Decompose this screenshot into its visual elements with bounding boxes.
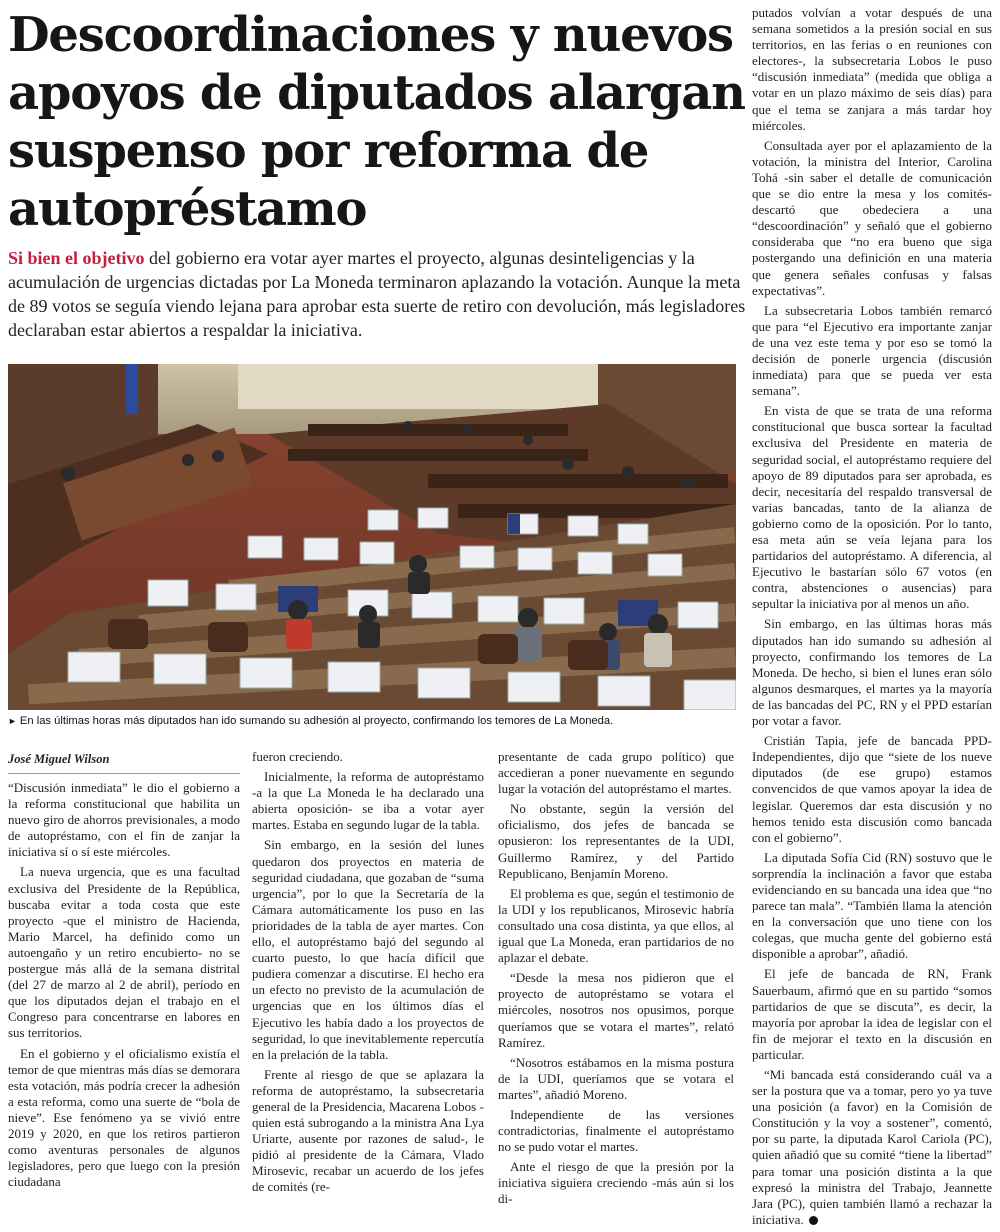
paragraph: presentante de cada grupo político) que accedieran a poner nuevamente en segundo lugar la votación del autopréstamo el martes. bbox=[498, 749, 734, 797]
lead-kicker: Si bien el objetivo bbox=[8, 248, 145, 268]
photo-caption-text: En las últimas horas más diputados han ido sumando su adhesión al proyecto, confirmando los temores de La Moneda. bbox=[19, 715, 614, 727]
paragraph: “Discusión inmediata” le dio el gobierno a la reforma constitucional que habilita un nuevo giro de ahorros previsionales, a modo de autopréstamo, con el fin de zanjar la iniciativa sí o sí este miércoles. bbox=[8, 780, 240, 860]
lead-paragraph bbox=[8, 246, 748, 342]
final-paragraph-text: “Mi bancada está considerando cuál va a ser la postura que va a tomar, pero yo ya tuve una posición (a favor) en la Comisión de Constitución y la voy a sostener”, comentó, por su parte, la diputada Karol Cariola (PC), quien añadió que su comité “tiene la libertad” para tomar una posición distinta a la que expresó la ministra del Trabajo, Jeannette Jara (PC), quien también llamó a rechazar la iniciativa. bbox=[752, 1067, 992, 1227]
paragraph: El problema es que, según el testimonio de la UDI y los republicanos, Mirosevic habría consultado una cosa distinta, ya que ellos, al igual que La Moneda, eran partidarios de no aplazar el debate. bbox=[498, 885, 734, 966]
paragraph: “Nosotros estábamos en la misma postura de la UDI, queríamos que se votara el martes”, añadió Moreno. bbox=[498, 1054, 734, 1102]
paragraph: La diputada Sofía Cid (RN) sostuvo que le sorprendía la inclinación a favor que estaba evidenciando en su bancada una idea que “no parece tan mala”. “También llama la atención en la conversación que uno tiene con los colegas, que mucha gente del gobierno está disponible a aprobar”, añadió. bbox=[752, 849, 992, 962]
paragraph: La nueva urgencia, que es una facultad exclusiva del Presidente de la República, buscaba evitar a toda costa que este proyecto -que el ministro de Hacienda, Mario Marcel, ha definido como un autoengaño y un retiro encubierto- no se postergue más allá de la semana distrital (del 27 de marzo al 2 de abril), período en que los diputados dejan el trabajo en el Congreso para concentrarse en labores en sus territorios. bbox=[8, 864, 240, 1041]
photo-caption bbox=[8, 714, 748, 729]
body-column-1 bbox=[8, 780, 240, 1194]
paragraph: En el gobierno y el oficialismo existía el temor de que mientras más días se demorara esta votación, más podría crecer la adhesión a esta reforma, como una suerte de “bola de nieve”. Ese fenómeno ya se vivió entre 2019 y 2020, en que los retiros partieron como aventuras personales de algunos legisladores, pero que luego con la presión ciudadana bbox=[8, 1045, 240, 1190]
paragraph: La subsecretaria Lobos también remarcó que para “el Ejecutivo era importante zanjar de una vez este tema y por eso se tomó la decisión de ponerle urgencia (discusión inmediata) para que se pueda ver esta semana”. bbox=[752, 302, 992, 399]
paragraph: Sin embargo, en las últimas horas más diputados han ido sumando su adhesión al proyecto, confirmando los temores de La Moneda. De hecho, si bien el lunes eran sólo algunos desmarques, el martes ya la mayoría de las bancadas del PC, RN y el PPD estarían por votar a favor. bbox=[752, 616, 992, 729]
paragraph: “Desde la mesa nos pidieron que el proyecto de autopréstamo se votara el miércoles, nosotros nos opusimos, porque queríamos que se votara el martes”, relató Ramírez. bbox=[498, 970, 734, 1050]
paragraph: No obstante, según la versión del oficialismo, dos jefes de bancada se opusieron: los representantes de la UDI, Guillermo Ramírez, y del Partido Republicano, Benjamín Moreno. bbox=[498, 801, 734, 881]
paragraph: Independiente de las versiones contradictorias, finalmente el autopréstamo no se pudo votar el martes. bbox=[498, 1106, 734, 1155]
paragraph: Cristián Tapia, jefe de bancada PPD-Independientes, dijo que “siete de los nueve diputados (de ese grupo) estamos convencidos de que vamos apoyar la idea de legislar. Queremos dar esta discusión y no hemos tenido esta discusión como bancada con el gobierno”. bbox=[752, 733, 992, 845]
chamber-photo-illustration bbox=[8, 364, 736, 710]
byline: José Miguel Wilson bbox=[8, 752, 240, 774]
lead-text: del gobierno era votar ayer martes el proyecto, algunas desinteligencias y la acumulación de urgencias dictadas por La Moneda terminaron aplazando la votación. Aunque la meta de 89 votos se seguía viendo lejana para aprobar esta suerte de retiro con devolución, más legisladores declaraban estar abiertos a respaldar la iniciativa. bbox=[8, 248, 746, 340]
caption-arrow-icon: ► bbox=[8, 716, 17, 726]
paragraph: fueron creciendo. bbox=[252, 749, 343, 764]
paragraph: El jefe de bancada de RN, Frank Sauerbaum, afirmó que en su partido “somos partidarios de que se discuta”, es decir, la mayoría por aprobar la idea de legislar con el fin de mejorar el texto en la discusión en particular. bbox=[752, 966, 992, 1062]
end-mark-icon bbox=[809, 1216, 818, 1225]
paragraph: putados volvían a votar después de una semana sometidos a la presión social en sus territorios, en las ferias o en reuniones con electores-, la subsecretaria Lobos le puso “discusión inmediata” (medida que obliga a votar en un plazo máximo de seis días) para que el tema se zanjara a más tardar hoy miércoles. bbox=[752, 5, 992, 133]
headline: Descoordinaciones y nuevos apoyos de diputados alargan suspenso por reforma de autopréstamo bbox=[8, 7, 745, 237]
paragraph: Consultada ayer por el aplazamiento de la votación, la ministra del Interior, Carolina Tohá -sin saber el detalle de comunicación que se dio entre la mesa y los comités- descartó que obedeciera a una “descoordinación” y señaló que el gobierno consideraba que “no era bueno que siga postergando una definición en una materia que genera señales confusas y falsas expectativas”. bbox=[752, 137, 992, 298]
paragraph: En vista de que se trata de una reforma constitucional que busca sortear la facultad exclusiva del Presidente en materia de seguridad social, el autopréstamo requiere del apoyo de 89 diputados para ser aprobada, es decir, necesitaría del respaldo transversal de varias bancadas, tanto de la alianza de gobierno como de la oposición. Por lo tanto, esa meta aún se veía lejana para los partidarios del autopréstamo. A diferencia, al Ejecutivo le bastarían sólo 67 votos (en contra, abstenciones o ausencias) para sepultar la iniciativa por al menos un año. bbox=[752, 403, 992, 612]
chamber-photo bbox=[8, 364, 736, 710]
final-paragraph bbox=[752, 1067, 992, 1228]
body-column-2 bbox=[252, 749, 484, 1200]
body-column-4 bbox=[752, 5, 992, 1232]
paragraph: Inicialmente, la reforma de autopréstamo -a la que La Moneda le ha declarado una abierta oposición- se iba a votar ayer martes. Estaba en segundo lugar de la tabla. bbox=[252, 769, 484, 833]
paragraph: Ante el riesgo de que la presión por la iniciativa siguiera creciendo -más aún si los di- bbox=[498, 1159, 734, 1207]
body-column-3 bbox=[498, 749, 734, 1212]
paragraph: Frente al riesgo de que se aplazara la reforma de autopréstamo, la subsecretaria general de la Presidencia, Macarena Lobos -quien está subrogando a la ministra Ana Lya Uriarte, ausente por razones de salud-, le pidió al presidente de la Cámara, Vlado Mirosevic, recabar un acuerdo de los jefes de comités (re- bbox=[252, 1066, 484, 1195]
paragraph: Sin embargo, en la sesión del lunes quedaron dos proyectos en materia de seguridad ciudadana, que gozaban de “suma urgencia”, por lo que la Secretaría de la Cámara automáticamente los puso en las prioridades de la tabla de ayer martes. Con ello, el autopréstamo bajó del segundo al cuarto puesto, lo que hacía difícil que pudiera comenzar a discutirse. El hecho era un efecto no previsto de la acumulación de urgencias que en los últimos días el Ejecutivo les había dado a los proyectos de seguridad, lo que inevitablemente repercutía en la prelación de la tabla. bbox=[252, 837, 484, 1062]
